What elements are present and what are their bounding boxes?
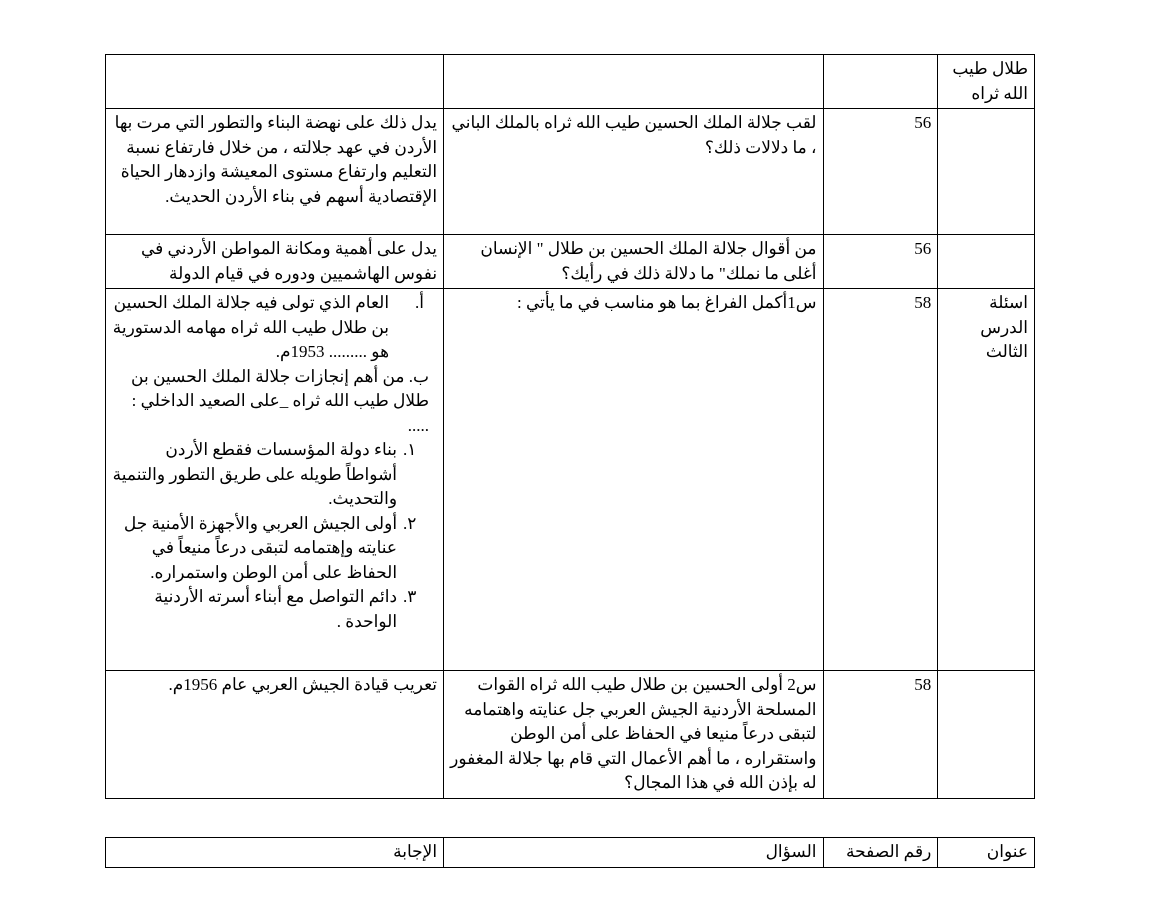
question-cell	[444, 55, 823, 109]
question-cell: من أقوال جلالة الملك الحسين بن طلال " الإنسان أغلى ما نملك" ما دلالة ذلك في رأيك؟	[444, 235, 823, 289]
part-b-text: ب. من أهم إنجازات جلالة الملك الحسين بن طلال طيب الله ثراه _على الصعيد الداخلي : .....	[131, 366, 430, 435]
row-title-cell: اسئلة الدرس الثالث	[938, 289, 1035, 671]
question-cell: س1أكمل الفراغ بما هو مناسب في ما يأتي :	[444, 289, 823, 671]
row-title-cell	[938, 109, 1035, 235]
title-column-label: عنوان	[938, 838, 1035, 868]
answer-part-a	[112, 291, 437, 365]
question-cell: س2 أولى الحسين بن طلال طيب الله ثراه القوات المسلحة الأردنية الجيش العربي جل عنايته واهتمامه لتبقى درعاً منيعا في الحفاظ على أمن الوطن واستقراره ، ما أهم الأعمال التي قام بها جلالة المغفور له بإذن الله في هذا المجال؟	[444, 671, 823, 799]
answer-column-label: الإجابة	[106, 838, 444, 868]
answer-cell	[106, 289, 444, 671]
achievement-list	[112, 438, 437, 634]
lesson-table	[105, 54, 1035, 799]
answer-cell	[106, 55, 444, 109]
answer-part-b	[112, 365, 437, 439]
question-column-label: السؤال	[444, 838, 823, 868]
list-item-text: دائم التواصل مع أبناء أسرته الأردنية الواحدة .	[154, 587, 398, 631]
row-title-cell	[938, 235, 1035, 289]
table-row	[106, 109, 1035, 235]
page-number-cell: 58	[823, 671, 938, 799]
page-number-cell: 56	[823, 235, 938, 289]
list-item-marker: ١.	[403, 440, 417, 459]
table-row	[106, 235, 1035, 289]
answer-cell: يدل ذلك على نهضة البناء والتطور التي مرت بها الأردن في عهد جلالته ، من خلال فارتفاع نسبة التعليم وارتفاع مستوى المعيشة وازدهار الحياة الإقتصادية أسهم في بناء الأردن الحديث.	[106, 109, 444, 235]
header-labels-table	[105, 837, 1035, 868]
part-a-text: العام الذي تولى فيه جلالة الملك الحسين بن طلال طيب الله ثراه مهامه الدستورية هو ......... 1953م.	[112, 293, 390, 361]
part-a-marker: أ.	[415, 293, 425, 312]
table-row	[106, 671, 1035, 799]
page-column-label: رقم الصفحة	[823, 838, 938, 868]
list-item-text: أولى الجيش العربي والأجهزة الأمنية جل عنايته وإهتمامه لتبقى درعاً منيعاً في الحفاظ على أمن الوطن واستمراره.	[123, 513, 398, 582]
question-cell: لقب جلالة الملك الحسين طيب الله ثراه بالملك الباني ، ما دلالات ذلك؟	[444, 109, 823, 235]
table-row	[106, 55, 1035, 109]
page-number-cell	[823, 55, 938, 109]
list-item	[112, 438, 417, 512]
list-item	[112, 512, 417, 586]
list-item-text: بناء دولة المؤسسات فقطع الأردن أشواطاً طويله على طريق التطور والتنمية والتحديث.	[112, 440, 398, 508]
answer-cell: يدل على أهمية ومكانة المواطن الأردني في نفوس الهاشميين ودوره في قيام الدولة	[106, 235, 444, 289]
list-item-marker: ٢.	[403, 513, 417, 533]
page-number-cell: 56	[823, 109, 938, 235]
list-item	[112, 585, 417, 634]
table-row	[106, 838, 1035, 868]
page-number-cell: 58	[823, 289, 938, 671]
row-title-cell: طلال طيب الله ثراه	[938, 55, 1035, 109]
list-item-marker: ٣.	[403, 587, 417, 606]
row-title-cell	[938, 671, 1035, 799]
table-row	[106, 289, 1035, 671]
answer-cell: تعريب قيادة الجيش العربي عام 1956م.	[106, 671, 444, 799]
